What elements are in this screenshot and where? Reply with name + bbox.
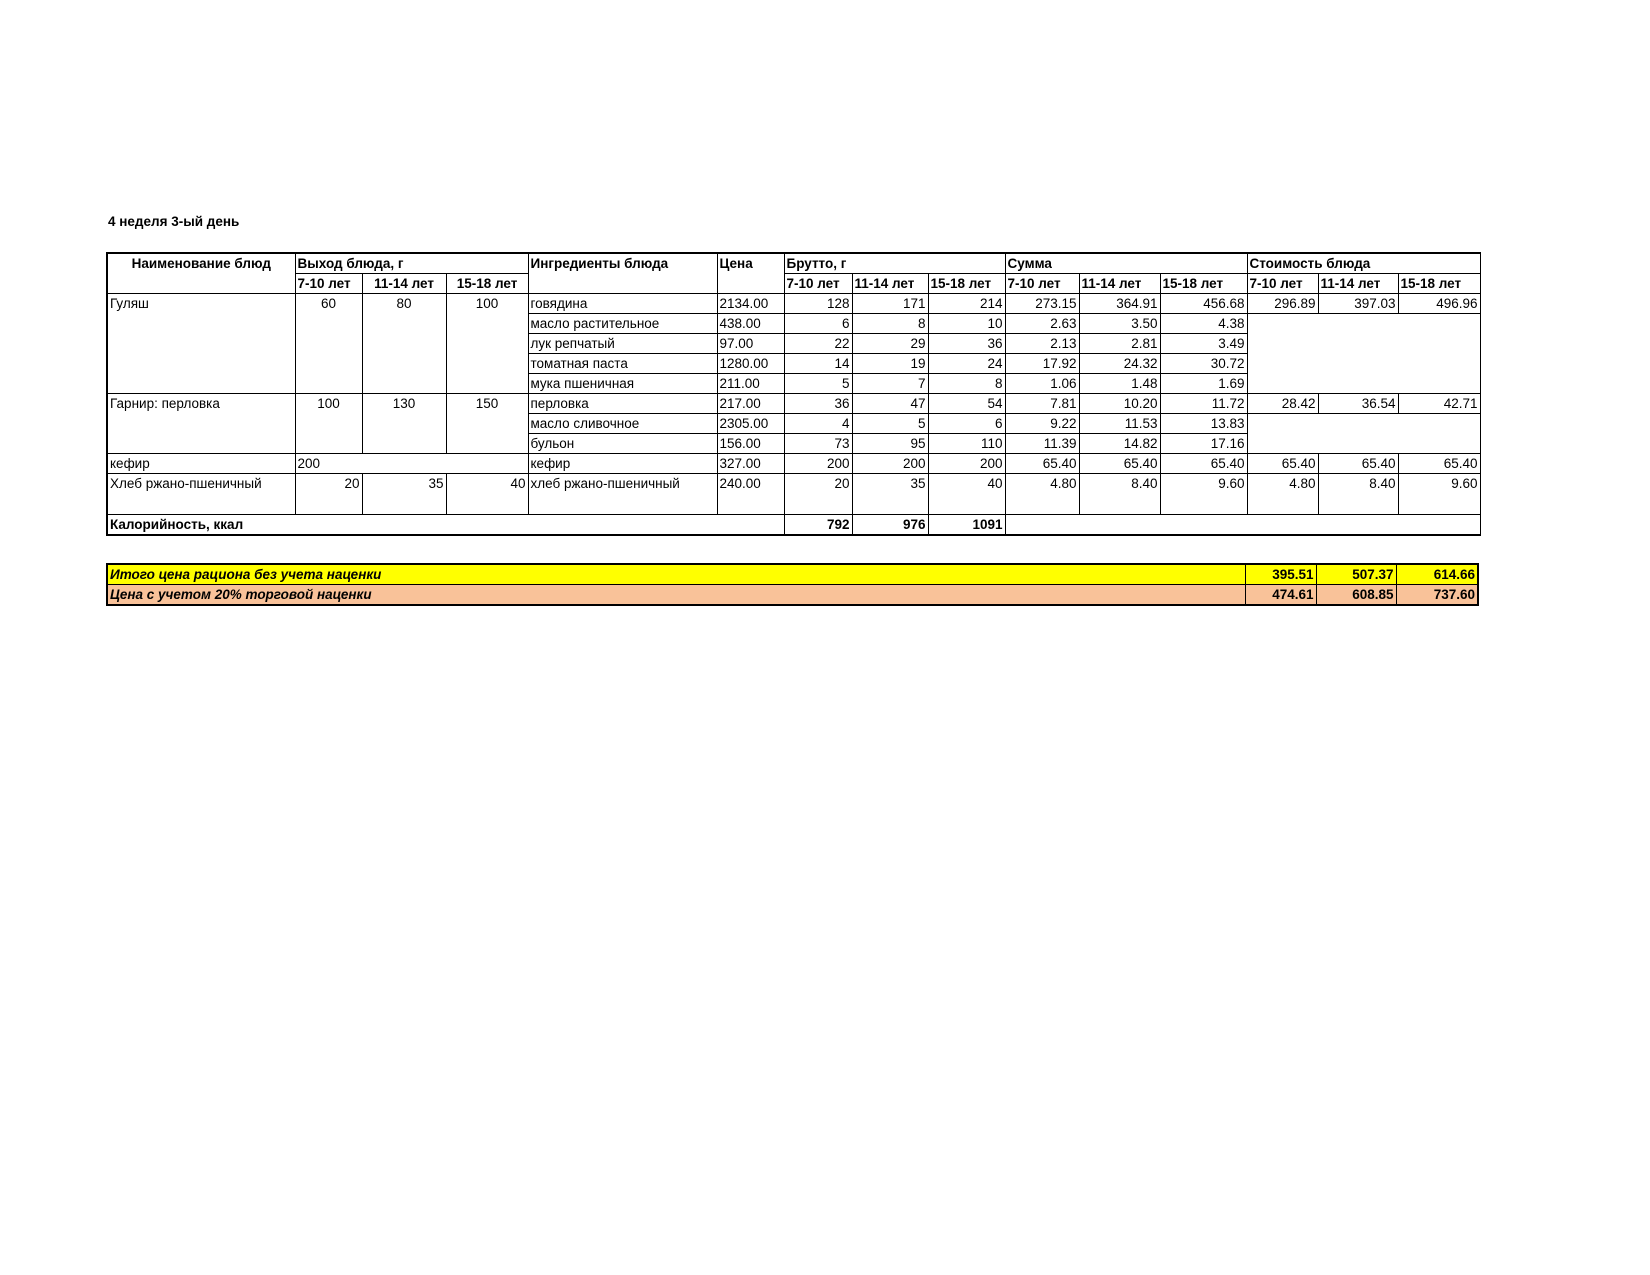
sum-value: 9.60 [1160, 474, 1247, 515]
header-row-1 [107, 253, 1480, 274]
dish-output: 40 [446, 474, 528, 515]
gross-value: 6 [784, 314, 852, 334]
table-row [107, 294, 1480, 314]
gross-value: 54 [928, 394, 1005, 414]
gross-value: 20 [784, 474, 852, 515]
header-sum-age: 7-10 лет [1005, 274, 1079, 294]
header-sum-age: 15-18 лет [1160, 274, 1247, 294]
page-title: 4 неделя 3-ый день [108, 214, 240, 229]
sum-value: 273.15 [1005, 294, 1079, 314]
sum-value: 1.69 [1160, 374, 1247, 394]
sum-value: 3.50 [1079, 314, 1160, 334]
dish-cost: 496.96 [1398, 294, 1480, 314]
dish-name: Хлеб ржано-пшеничный [107, 474, 295, 515]
gross-value: 4 [784, 414, 852, 434]
sum-value: 13.83 [1160, 414, 1247, 434]
total-no-markup-row [107, 564, 1478, 585]
gross-value: 24 [928, 354, 1005, 374]
calories-label: Калорийность, ккал [107, 515, 784, 536]
gross-value: 8 [852, 314, 928, 334]
ingredient-name: масло растительное [528, 314, 717, 334]
dish-output: 35 [362, 474, 446, 515]
total-no-markup-label: Итого цена рациона без учета наценки [107, 564, 1245, 585]
sum-value: 17.16 [1160, 434, 1247, 454]
dish-cost: 42.71 [1398, 394, 1480, 414]
header-output-age: 7-10 лет [295, 274, 362, 294]
header-price: Цена [717, 253, 784, 274]
calories-empty [1005, 515, 1480, 536]
table-row [107, 394, 1480, 414]
gross-value: 36 [784, 394, 852, 414]
dish-cost: 8.40 [1318, 474, 1398, 515]
gross-value: 200 [928, 454, 1005, 474]
dish-cost: 28.42 [1247, 394, 1318, 414]
dish-output: 150 [446, 394, 528, 454]
dish-output: 100 [446, 294, 528, 394]
gross-value: 214 [928, 294, 1005, 314]
sum-value: 65.40 [1079, 454, 1160, 474]
gross-value: 29 [852, 334, 928, 354]
dish-output: 130 [362, 394, 446, 454]
dish-cost: 65.40 [1398, 454, 1480, 474]
sum-value: 456.68 [1160, 294, 1247, 314]
ingredient-price: 2134.00 [717, 294, 784, 314]
sum-value: 1.48 [1079, 374, 1160, 394]
sum-value: 4.80 [1005, 474, 1079, 515]
total-no-markup-value: 614.66 [1396, 564, 1478, 585]
ingredient-price: 2305.00 [717, 414, 784, 434]
sum-value: 8.40 [1079, 474, 1160, 515]
dish-name: Гуляш [107, 294, 295, 394]
gross-value: 200 [852, 454, 928, 474]
gross-value: 36 [928, 334, 1005, 354]
gross-value: 10 [928, 314, 1005, 334]
sum-value: 364.91 [1079, 294, 1160, 314]
header-price-cont [717, 274, 784, 294]
header-ingredients: Ингредиенты блюда [528, 253, 717, 274]
dish-cost: 65.40 [1247, 454, 1318, 474]
ingredient-price: 217.00 [717, 394, 784, 414]
sum-value: 65.40 [1005, 454, 1079, 474]
menu-cost-table [106, 252, 1481, 536]
header-dish-name-cont [107, 274, 295, 294]
dish-cost: 4.80 [1247, 474, 1318, 515]
dish-output: 200 [295, 454, 528, 474]
gross-value: 40 [928, 474, 1005, 515]
gross-value: 7 [852, 374, 928, 394]
header-dish-name: Наименование блюд [107, 253, 295, 274]
ingredient-name: перловка [528, 394, 717, 414]
ingredient-name: мука пшеничная [528, 374, 717, 394]
gross-value: 22 [784, 334, 852, 354]
header-gross-age: 11-14 лет [852, 274, 928, 294]
ingredient-name: хлеб ржано-пшеничный [528, 474, 717, 515]
header-sum: Сумма [1005, 253, 1247, 274]
total-no-markup-value: 395.51 [1245, 564, 1316, 585]
sum-value: 2.13 [1005, 334, 1079, 354]
total-with-markup-label: Цена с учетом 20% торговой наценки [107, 585, 1245, 606]
header-output-age: 15-18 лет [446, 274, 528, 294]
sum-value: 2.63 [1005, 314, 1079, 334]
header-output: Выход блюда, г [295, 253, 528, 274]
gross-value: 200 [784, 454, 852, 474]
header-row-2 [107, 274, 1480, 294]
sum-value: 11.53 [1079, 414, 1160, 434]
sum-value: 9.22 [1005, 414, 1079, 434]
ingredient-price: 438.00 [717, 314, 784, 334]
gross-value: 73 [784, 434, 852, 454]
gross-value: 128 [784, 294, 852, 314]
sum-value: 65.40 [1160, 454, 1247, 474]
ingredient-name: кефир [528, 454, 717, 474]
ingredient-name: бульон [528, 434, 717, 454]
sum-value: 1.06 [1005, 374, 1079, 394]
sum-value: 3.49 [1160, 334, 1247, 354]
header-sum-age: 11-14 лет [1079, 274, 1160, 294]
gross-value: 110 [928, 434, 1005, 454]
header-ingredients-cont [528, 274, 717, 294]
sum-value: 17.92 [1005, 354, 1079, 374]
sum-value: 10.20 [1079, 394, 1160, 414]
gross-value: 47 [852, 394, 928, 414]
dish-cost: 296.89 [1247, 294, 1318, 314]
gross-value: 35 [852, 474, 928, 515]
gross-value: 5 [852, 414, 928, 434]
sum-value: 11.72 [1160, 394, 1247, 414]
header-cost-age: 15-18 лет [1398, 274, 1480, 294]
total-no-markup-value: 507.37 [1316, 564, 1396, 585]
calories-value: 976 [852, 515, 928, 536]
gross-value: 19 [852, 354, 928, 374]
sum-value: 14.82 [1079, 434, 1160, 454]
header-output-age: 11-14 лет [362, 274, 446, 294]
ingredient-price: 97.00 [717, 334, 784, 354]
ingredient-price: 240.00 [717, 474, 784, 515]
calories-value: 792 [784, 515, 852, 536]
ingredient-price: 327.00 [717, 454, 784, 474]
sum-value: 11.39 [1005, 434, 1079, 454]
sum-value: 4.38 [1160, 314, 1247, 334]
sum-value: 7.81 [1005, 394, 1079, 414]
total-with-markup-value: 737.60 [1396, 585, 1478, 606]
dish-output: 80 [362, 294, 446, 394]
dish-cost-empty [1247, 314, 1480, 394]
dish-name: кефир [107, 454, 295, 474]
dish-cost: 9.60 [1398, 474, 1480, 515]
gross-value: 171 [852, 294, 928, 314]
total-with-markup-value: 608.85 [1316, 585, 1396, 606]
dish-output: 60 [295, 294, 362, 394]
dish-name: Гарнир: перловка [107, 394, 295, 454]
dish-cost: 65.40 [1318, 454, 1398, 474]
total-with-markup-value: 474.61 [1245, 585, 1316, 606]
header-cost-age: 11-14 лет [1318, 274, 1398, 294]
gross-value: 5 [784, 374, 852, 394]
gross-value: 95 [852, 434, 928, 454]
table-row [107, 454, 1480, 474]
sum-value: 30.72 [1160, 354, 1247, 374]
dish-output: 100 [295, 394, 362, 454]
ingredient-name: масло сливочное [528, 414, 717, 434]
ingredient-name: томатная паста [528, 354, 717, 374]
calories-row [107, 515, 1480, 536]
ingredient-price: 211.00 [717, 374, 784, 394]
sum-value: 24.32 [1079, 354, 1160, 374]
dish-output: 20 [295, 474, 362, 515]
totals-table [106, 563, 1479, 606]
header-gross-age: 15-18 лет [928, 274, 1005, 294]
header-gross-age: 7-10 лет [784, 274, 852, 294]
header-cost: Стоимость блюда [1247, 253, 1480, 274]
header-gross: Брутто, г [784, 253, 1005, 274]
ingredient-name: говядина [528, 294, 717, 314]
dish-cost: 397.03 [1318, 294, 1398, 314]
ingredient-price: 1280.00 [717, 354, 784, 374]
dish-cost: 36.54 [1318, 394, 1398, 414]
dish-cost-empty [1247, 414, 1480, 454]
gross-value: 14 [784, 354, 852, 374]
table-row [107, 474, 1480, 515]
gross-value: 8 [928, 374, 1005, 394]
gross-value: 6 [928, 414, 1005, 434]
sum-value: 2.81 [1079, 334, 1160, 354]
ingredient-name: лук репчатый [528, 334, 717, 354]
calories-value: 1091 [928, 515, 1005, 536]
total-with-markup-row [107, 585, 1478, 606]
header-cost-age: 7-10 лет [1247, 274, 1318, 294]
ingredient-price: 156.00 [717, 434, 784, 454]
